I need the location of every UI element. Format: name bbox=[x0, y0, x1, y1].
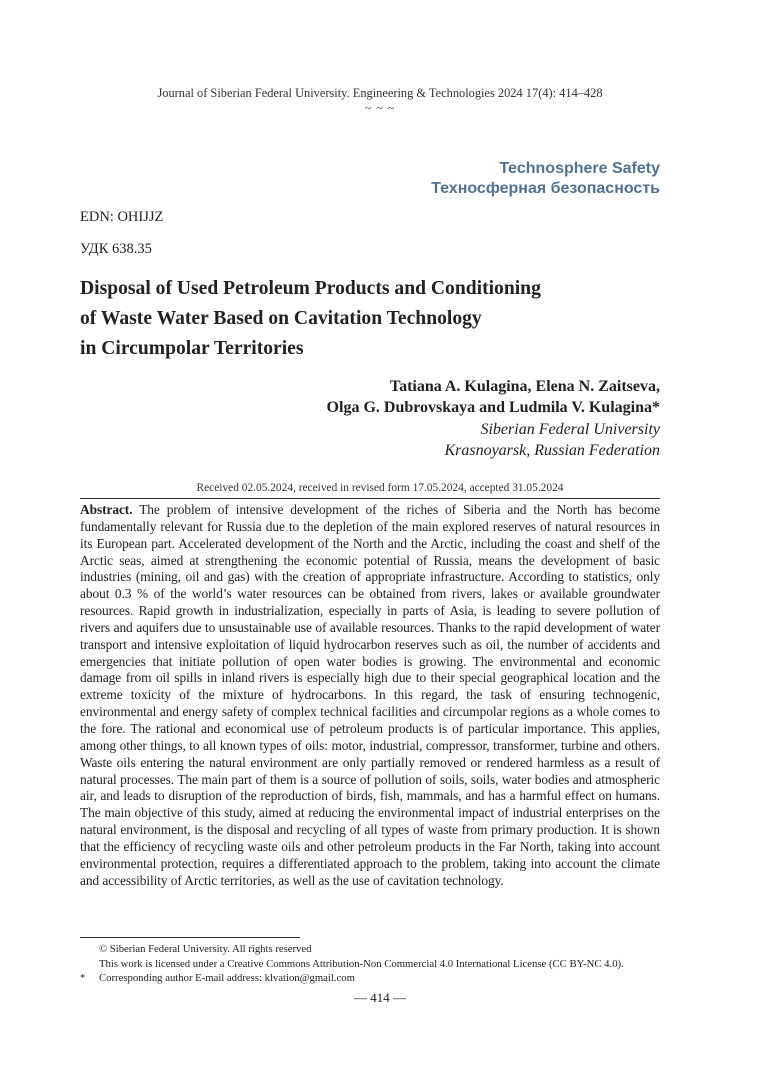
abstract-divider bbox=[80, 498, 660, 499]
footnote-divider bbox=[80, 937, 300, 938]
affiliation bbox=[444, 419, 660, 461]
edn-code: EDN: OHIJJZ bbox=[80, 209, 164, 225]
received-dates: Received 02.05.2024, received in revised form 17.05.2024, accepted 31.05.2024 bbox=[196, 482, 564, 494]
abstract bbox=[80, 502, 660, 889]
paper-title bbox=[80, 274, 680, 364]
paper-title-line: Disposal of Used Petroleum Products and Conditioning bbox=[80, 278, 541, 299]
journal-header: Journal of Siberian Federal University. Engineering & Technologies 2024 17(4): 414–428 bbox=[157, 86, 603, 100]
copyright-note: © Siberian Federal University. All rights reserved bbox=[99, 943, 312, 955]
affiliation-location: Krasnoyarsk, Russian Federation bbox=[444, 442, 660, 459]
header-separator: ~ ~ ~ bbox=[364, 101, 396, 115]
footnote-star: * bbox=[80, 972, 86, 984]
authors-line: Olga G. Dubrovskaya and Ludmila V. Kulagina* bbox=[326, 399, 660, 416]
section-title-ru: Техносферная безопасность bbox=[431, 180, 660, 197]
udk-code: УДК 638.35 bbox=[80, 241, 152, 257]
abstract-label: Abstract. bbox=[80, 502, 133, 517]
page-number: — 414 — bbox=[354, 990, 406, 1005]
corresponding-author-note bbox=[80, 971, 355, 985]
authors-line: Tatiana A. Kulagina, Elena N. Zaitseva, bbox=[389, 378, 660, 395]
affiliation-university: Siberian Federal University bbox=[480, 421, 660, 438]
paper-title-line: in Circumpolar Territories bbox=[80, 338, 304, 359]
abstract-text: The problem of intensive development of the riches of Siberia and the North has become fundamentally relevant for Russia due to the depletion of the main explored reserves of natural resources in its European part. Accelerated development of the North and the Arctic, including the coast and shelf of the Arctic seas, aimed at strengthening the economic potential of Russia, means the development of basic industries (mining, oil and gas) with the creation of appropriate infrastructure. According to statistics, only about 0.3 % of the world’s water resources can be obtained from rivers, lakes or available groundwater resources. Rapid growth in industrialization, especially in parts of Asia, is leading to severe pollution of rivers and aquifers due to unsustainable use of available resources. Thanks to the rapid development of water transport and intensive exploitation of liquid hydrocarbon reserves such as oil, the number of accidents and emergencies that initiate pollution of open water bodies is growing. The environmental and economic damage from oil spills in inland rivers is especially high due to their special geographical location and the extreme toxicity of the mixture of hydrocarbons. In this regard, the task of ensuring technogenic, environmental and energy safety of complex technical facilities and circumpolar regions as a whole comes to the fore. The rational and economical use of petroleum products is of particular importance. This applies, among other things, to all known types of oils: motor, industrial, compressor, transformer, turbine and others. Waste oils entering the natural environment are only partially removed or rendered harmless as a result of natural processes. The main part of them is a source of pollution of soils, soils, water bodies and atmospheric air, and leads to disruption of the reproduction of birds, fish, mammals, and has a harmful effect on humans. The main objective of this study, aimed at reducing the environmental impact of industrial enterprises on the natural environment, is the disposal and recycling of all types of waste from primary production. It is shown that the efficiency of recycling waste oils and other petroleum products in the Far North, taking into account environmental protection, requires a differentiated approach to the problem, taking into account the climate and accessibility of Arctic territories, as well as the use of cavitation technology. bbox=[80, 502, 660, 888]
license-note: This work is licensed under a Creative Commons Attribution-Non Commercial 4.0 International License (CC BY-NC 4.0). bbox=[99, 958, 624, 970]
section-title-en: Technosphere Safety bbox=[499, 160, 660, 177]
authors bbox=[327, 376, 660, 418]
paper-title-line: of Waste Water Based on Cavitation Technology bbox=[80, 308, 482, 329]
corresponding-author-text: Corresponding author E-mail address: klvation@gmail.com bbox=[99, 972, 355, 984]
